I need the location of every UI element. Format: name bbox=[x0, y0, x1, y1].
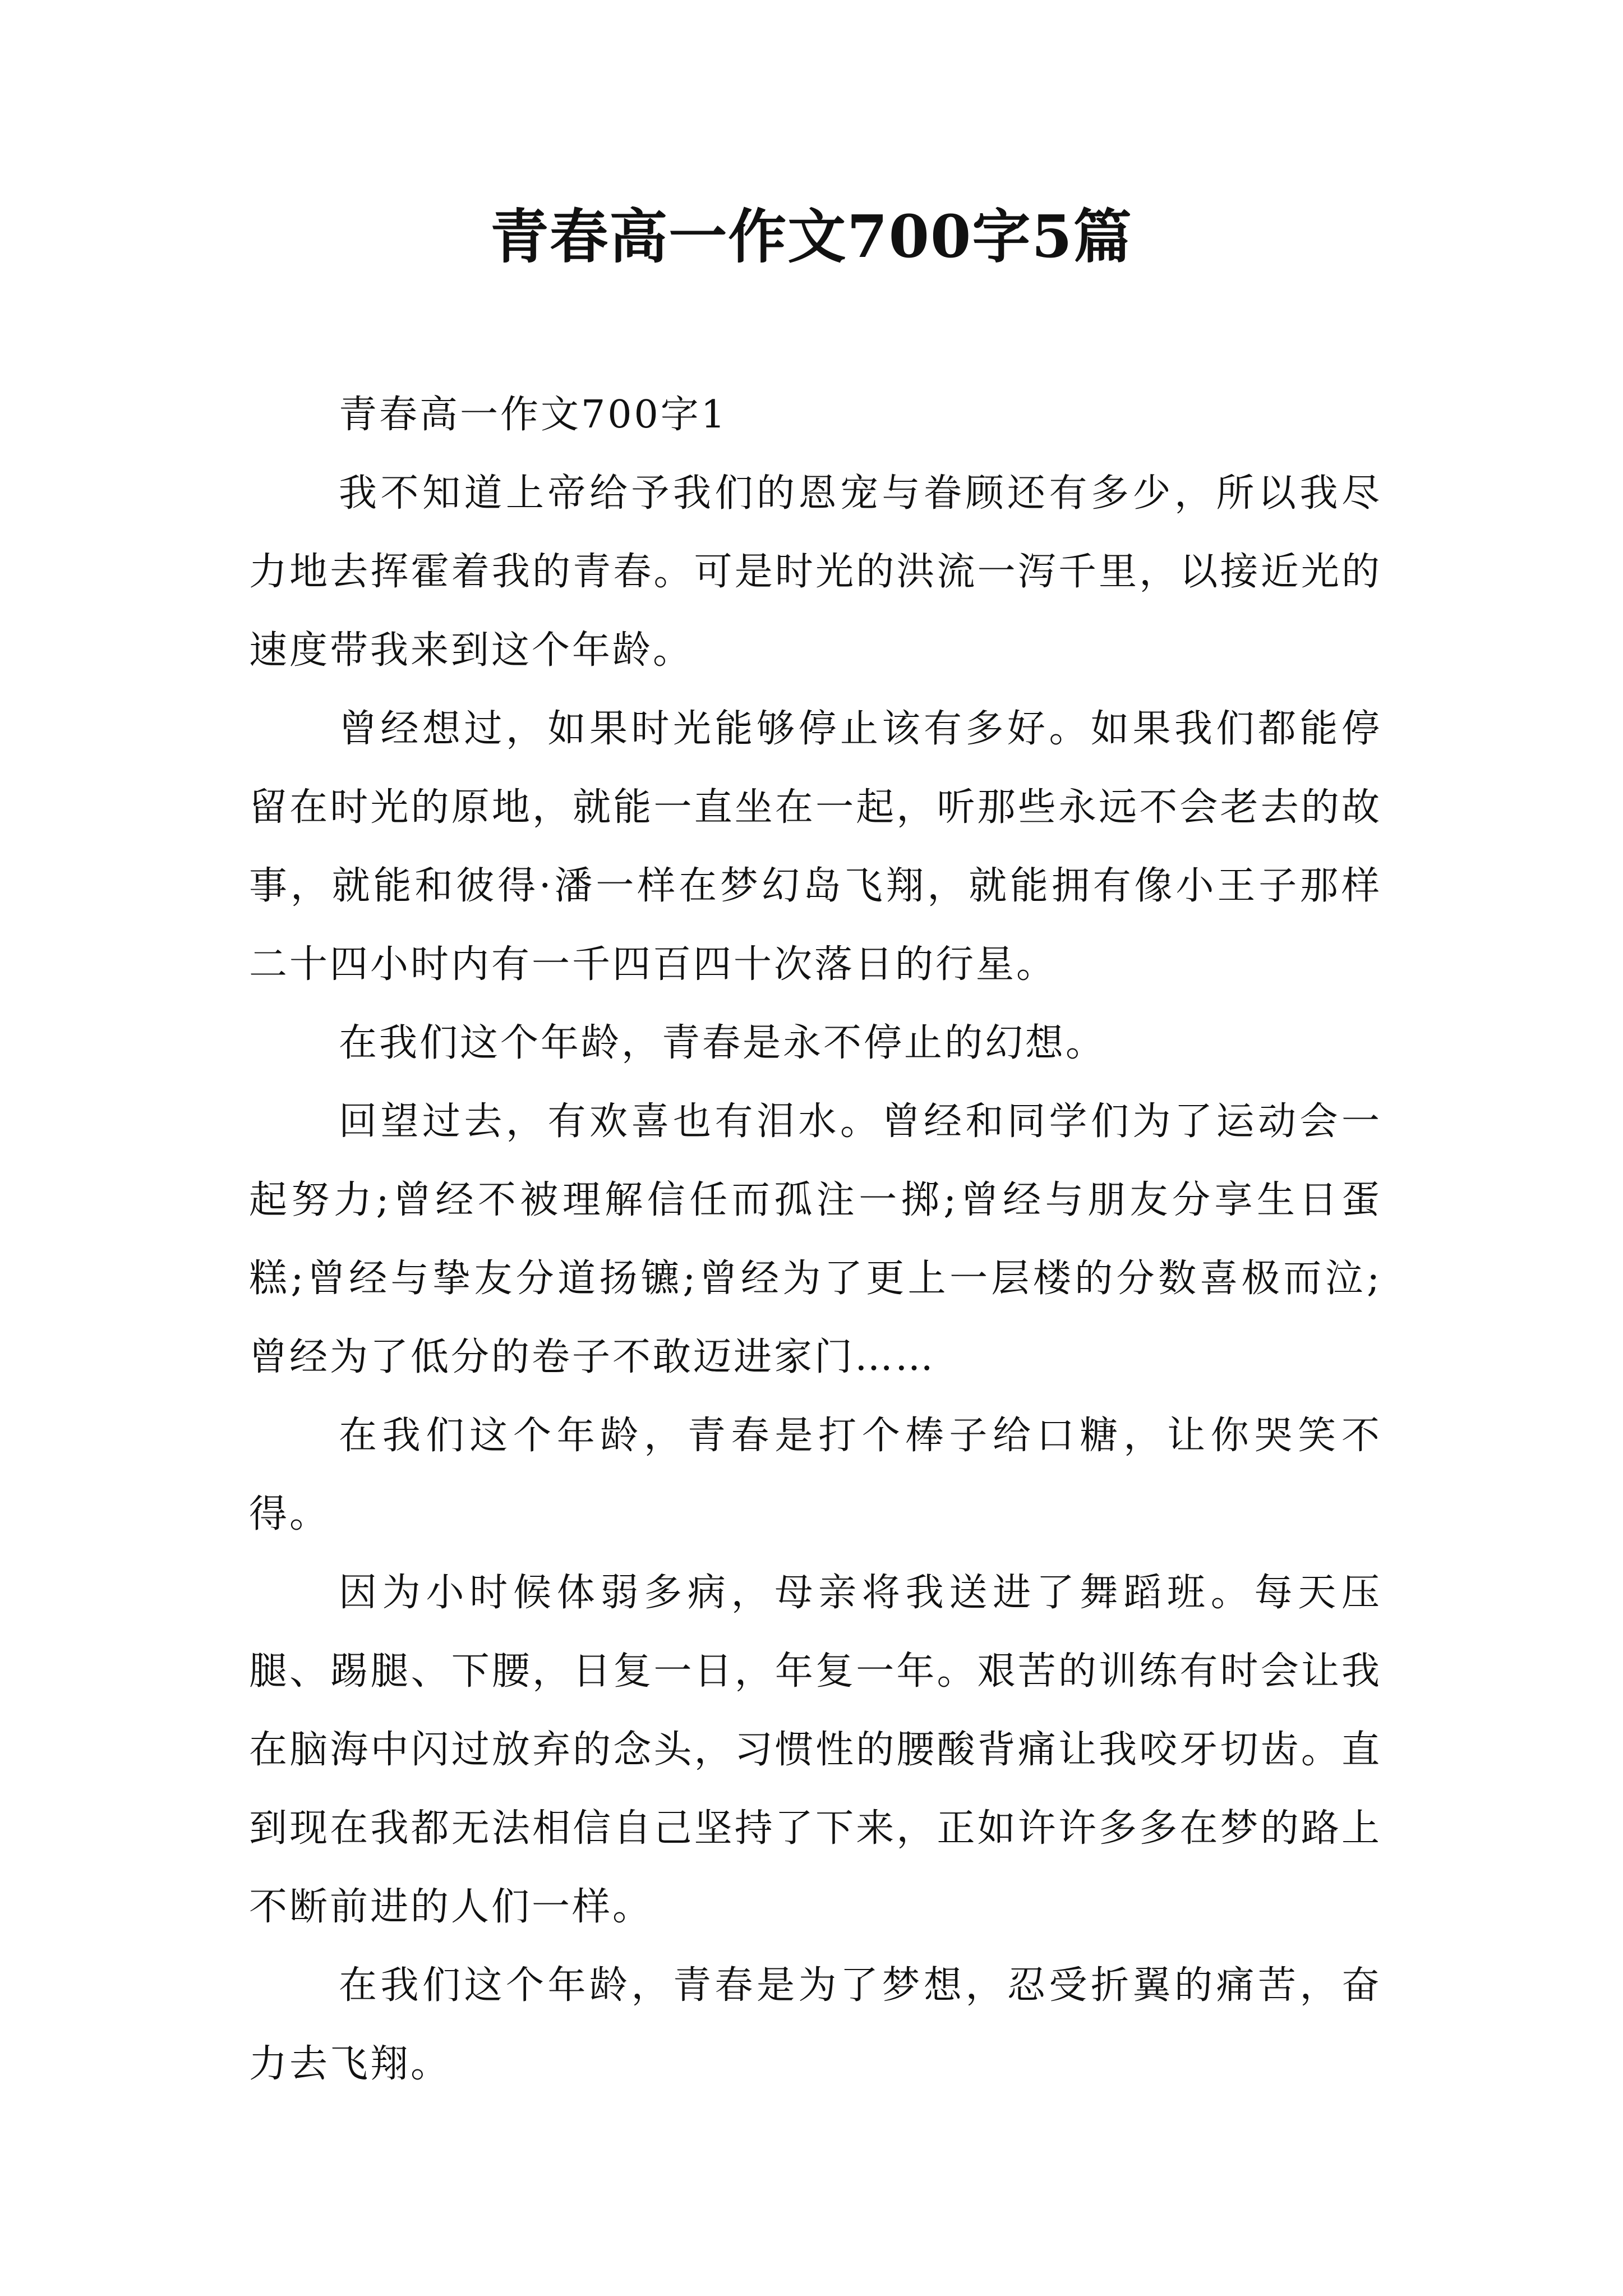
paragraph: 因为小时候体弱多病，母亲将我送进了舞蹈班。每天压腿、踢腿、下腰，日复一日，年复一年。艰苦的训练有时会让我在脑海中闪过放弃的念头，习惯性的腰酸背痛让我咬牙切齿。直到现在我都无法相信自己坚持了下来，正如许许多多在梦的路上不断前进的人们一样。 bbox=[249, 1571, 1382, 1929]
paragraph: 在我们这个年龄，青春是为了梦想，忍受折翼的痛苦，奋力去飞翔。 bbox=[249, 1963, 1382, 2086]
paragraph: 在我们这个年龄，青春是打个棒子给口糖，让你哭笑不得。 bbox=[249, 1414, 1382, 1536]
document-title: 青春高一作文700字5篇 bbox=[490, 202, 1133, 271]
paragraph: 在我们这个年龄，青春是永不停止的幻想。 bbox=[339, 1021, 1106, 1065]
paragraph: 回望过去，有欢喜也有泪水。曾经和同学们为了运动会一起努力;曾经不被理解信任而孤注一掷;曾经与朋友分享生日蛋糕;曾经与挚友分道扬镳;曾经为了更上一层楼的分数喜极而泣;曾经为了低分的卷子不敢迈进家门…… bbox=[249, 1099, 1382, 1379]
paragraph: 我不知道上帝给予我们的恩宠与眷顾还有多少，所以我尽力地去挥霍着我的青春。可是时光的洪流一泻千里，以接近光的速度带我来到这个年龄。 bbox=[249, 471, 1382, 673]
paragraph: 曾经想过，如果时光能够停止该有多好。如果我们都能停留在时光的原地，就能一直坐在一起，听那些永远不会老去的故事，就能和彼得·潘一样在梦幻岛飞翔，就能拥有像小王子那样二十四小时内有一千四百四十次落日的行星。 bbox=[249, 707, 1382, 987]
document-body bbox=[249, 376, 1382, 2104]
essay-heading: 青春高一作文700字1 bbox=[339, 393, 728, 437]
